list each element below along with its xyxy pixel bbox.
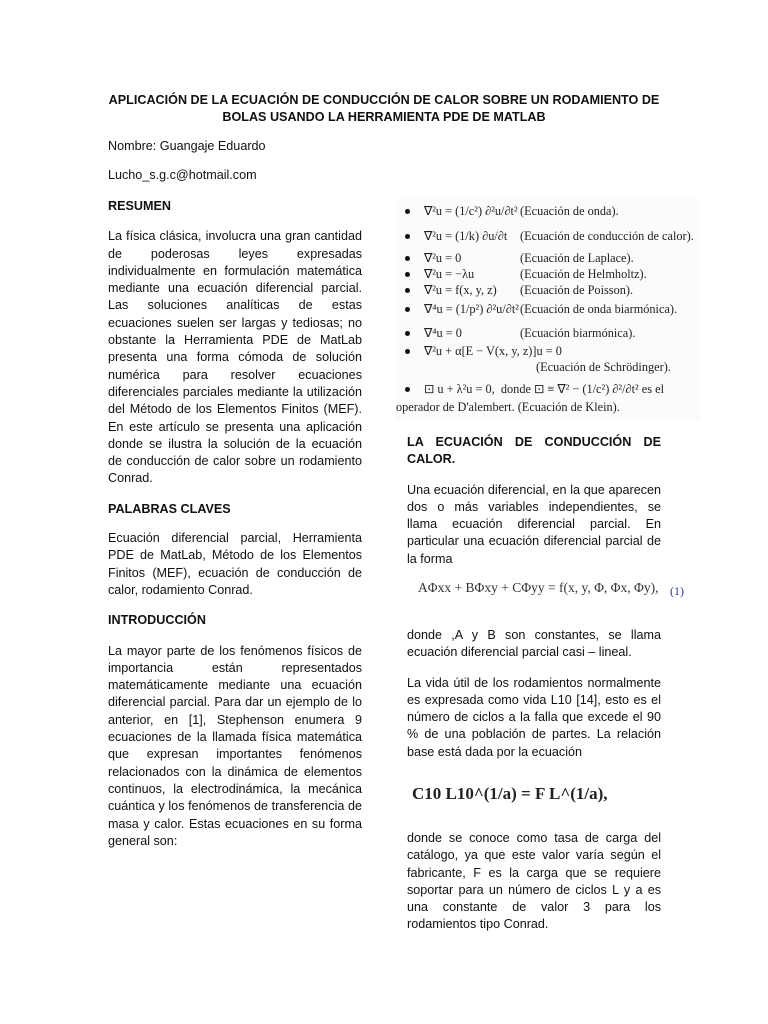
equation-list-figure xyxy=(396,198,700,420)
equation-1-number: (1) xyxy=(670,584,684,598)
right-column-lower xyxy=(407,627,661,761)
right-column xyxy=(407,434,661,568)
quasi-linear-text: donde ,A y B son constantes, se llama ecuación diferencial parcial casi – lineal. xyxy=(407,628,661,660)
equation-item: ∇²u = (1/k) ∂u/∂t (Ecuación de conducción de calor). xyxy=(396,229,694,244)
keywords-heading: PALABRAS CLAVES xyxy=(108,501,231,516)
equation-item: ∇²u = −λu (Ecuación de Helmholtz). xyxy=(396,267,647,282)
equation-item: ∇²u = f(x, y, z) (Ecuación de Poisson). xyxy=(396,283,633,298)
equation-1: AΦxx + BΦxy + CΦyy = f(x, y, Φ, Φx, Φy), xyxy=(418,580,659,595)
bearing-life-text: La vida útil de los rodamientos normalmente es expresada como vida L10 [14], esto es el número de ciclos a la falla que excede el 90 % de una población de partes. La relación base está dada por la ecuación xyxy=(407,675,661,759)
keywords-text: Ecuación diferencial parcial, Herramienta PDE de MatLab, Método de los Elementos Finitos (MEF), ecuación de conducción de calor, rodamiento Conrad. xyxy=(108,531,362,597)
equation-item-label: (Ecuación de Schrödinger). xyxy=(536,360,671,374)
left-column xyxy=(108,198,362,850)
equation-item: ∇⁴u = 0 (Ecuación biarmónica). xyxy=(396,326,635,341)
equation-item: ∇⁴u = (1/p²) ∂²u/∂t²(Ecuación de onda biarmónica). xyxy=(396,302,677,317)
intro-heading: INTRODUCCIÓN xyxy=(108,613,206,628)
load-rating-text: donde se conoce como tasa de carga del catálogo, ya que este valor varía según el fabricante, F es la carga que se requiere soportar para un número de ciclos L y a es una constante de valor 3 para los rodamientos tipo Conrad. xyxy=(407,831,661,932)
equation-2: C10 L10^(1/a) = F L^(1/a), xyxy=(412,784,608,803)
equation-item: ⊡ u + λ²u = 0, donde ⊡ ≡ ∇² − (1/c²) ∂²/∂t² es el operador de D'alembert. (Ecuación de Klein). xyxy=(396,382,664,414)
equation-item: ∇²u = (1/c²) ∂²u/∂t² (Ecuación de onda). xyxy=(396,204,619,219)
right-column-bottom xyxy=(407,830,661,934)
equation-item: ∇²u = 0 (Ecuación de Laplace). xyxy=(396,251,634,266)
intro-text: La mayor parte de los fenómenos físicos de importancia están representados matemáticamente mediante una ecuación diferencial parcial. Para dar un ejemplo de lo anterior, en [1], Stephenson enumera 9 ecuaciones de la llamada física matemática que expresan importantes fenómenos relacionados con la dinámica de elementos continuos, la electrodinámica, la mecánica cuántica y los fenómenos de transferencia de masa y calor. Estas ecuaciones en su forma general son: xyxy=(108,643,362,848)
paper-title: APLICACIÓN DE LA ECUACIÓN DE CONDUCCIÓN DE CALOR SOBRE UN RODAMIENTO DE BOLAS USANDO LA HERRAMIENTA PDE DE MATLAB xyxy=(108,93,660,124)
author-email: Lucho_s.g.c@hotmail.com xyxy=(108,168,257,182)
pde-definition-text: Una ecuación diferencial, en la que aparecen dos o más variables independientes, se llama ecuación diferencial parcial. En particular una ecuación diferencial parcial de la forma xyxy=(407,482,661,566)
resumen-heading: RESUMEN xyxy=(108,199,171,213)
author-name: Nombre: Guangaje Eduardo xyxy=(108,139,266,153)
equation-item: ∇²u + α[E − V(x, y, z)]u = 0 xyxy=(396,344,562,359)
heat-equation-heading: LA ECUACIÓN DE CONDUCCIÓN DE CALOR. xyxy=(407,435,661,467)
resumen-text: La física clásica, involucra una gran cantidad de poderosas leyes expresadas individualmente en formulación matemática mediante una ecuación diferencial parcial. Las soluciones analíticas de estas ecuaciones suelen ser largas y tediosas; no obstante la Herramienta PDE de MatLab presenta una forma cómoda de solución numérica para resolver ecuaciones diferenciales parciales mediante la utilización del Método de los Elementos Finitos (MEF). En este artículo se presenta una aplicación donde se ilustra la solución de la ecuación de conducción de calor sobre un rodamiento Conrad. xyxy=(108,229,362,486)
